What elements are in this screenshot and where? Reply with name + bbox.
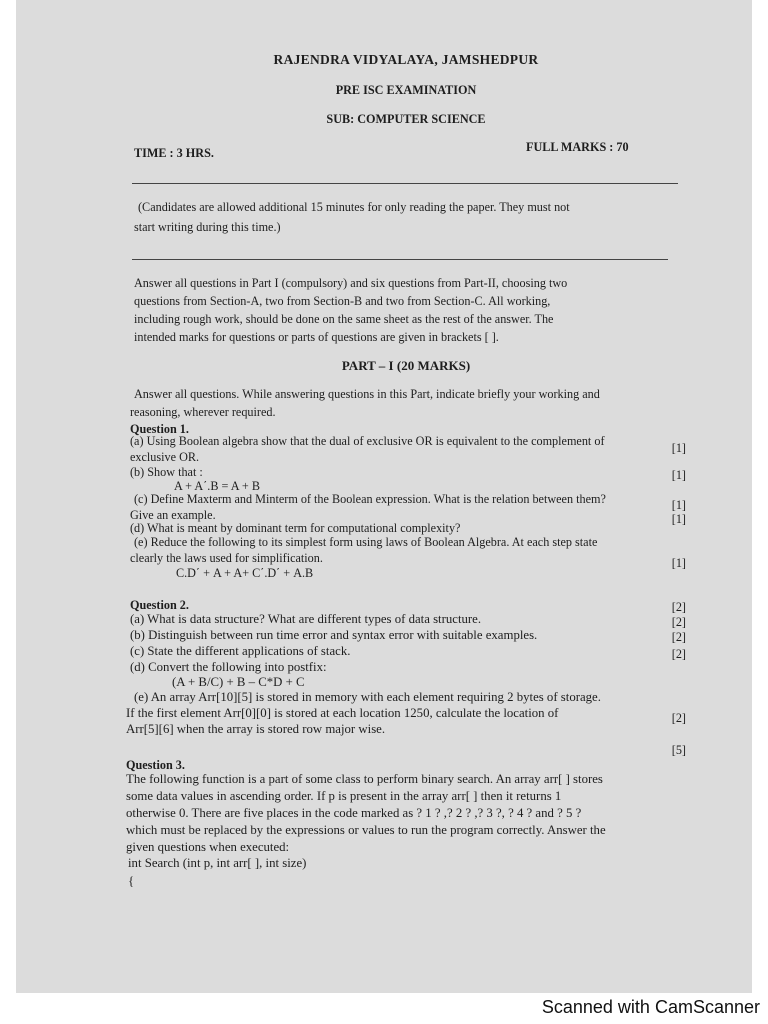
q1c-mark: [1]	[671, 498, 686, 512]
q3-line-4: which must be replaced by the expressions or values to run the program correctly. Answer the	[126, 823, 606, 837]
q2e-line-2: If the first element Arr[0][0] is stored at each location 1250, calculate the location of	[126, 706, 559, 720]
school-name: RAJENDRA VIDYALAYA, JAMSHEDPUR	[273, 52, 539, 67]
q1a-line-2: exclusive OR.	[130, 450, 200, 464]
q2e-line-1: (e) An array Arr[10][5] is stored in memory with each element requiring 2 bytes of storage.	[134, 690, 601, 704]
camscanner-watermark: Scanned with CamScanner	[541, 997, 760, 1017]
q1e-expression: C.D΄ + A + A+ C΄.D΄ + A.B	[176, 566, 314, 580]
instructions-line-3: including rough work, should be done on the same sheet as the rest of the answer. The	[134, 312, 554, 326]
q3-code-line-1: int Search (int p, int arr[ ], int size)	[128, 856, 307, 870]
q1c-line-1: (c) Define Maxterm and Minterm of the Boolean expression. What is the relation between them?	[134, 492, 606, 506]
q1b-expression: A + A΄.B = A + B	[174, 479, 260, 493]
q1b-mark: [1]	[671, 468, 686, 482]
q2b-line: (b) Distinguish between run time error and syntax error with suitable examples.	[130, 628, 538, 642]
q2e-line-3: Arr[5][6] when the array is stored row major wise.	[126, 722, 386, 736]
q2c-line: (c) State the different applications of stack.	[130, 644, 351, 658]
q2c-mark: [2]	[671, 630, 686, 644]
question-1-title: Question 1.	[130, 422, 189, 436]
q2e-mark: [2]	[671, 711, 686, 725]
notice-line-2: start writing during this time.)	[134, 220, 281, 234]
exam-paper-sheet	[16, 0, 752, 993]
part-1-title: PART – I (20 MARKS)	[341, 358, 471, 373]
q3-mark: [5]	[671, 743, 686, 757]
q2d-expression: (A + B/C) + B – C*D + C	[172, 675, 305, 689]
divider-top	[132, 183, 678, 184]
q1e-mark: [1]	[671, 556, 686, 570]
q2a-line: (a) What is data structure? What are different types of data structure.	[130, 612, 482, 626]
full-marks: FULL MARKS : 70	[526, 140, 629, 154]
subject-title: SUB: COMPUTER SCIENCE	[326, 112, 486, 126]
q3-code-line-2: {	[128, 874, 135, 888]
instructions-line-2: questions from Section-A, two from Section-B and two from Section-C. All working,	[134, 294, 551, 308]
q2d-mark: [2]	[671, 647, 686, 661]
instructions-line-1: Answer all questions in Part I (compulsory) and six questions from Part-II, choosing two	[134, 276, 568, 290]
q1c-line-2: Give an example.	[130, 508, 216, 522]
q3-line-3: otherwise 0. There are five places in the code marked as ? 1 ? ,? 2 ? ,? 3 ?, ? 4 ? and ? 5 ?	[126, 806, 582, 820]
notice-line-1: (Candidates are allowed additional 15 minutes for only reading the paper. They must not	[138, 200, 570, 214]
question-2-title: Question 2.	[130, 598, 189, 612]
part-1-intro-1: Answer all questions. While answering questions in this Part, indicate briefly your working and	[134, 387, 600, 401]
time-allowed: TIME : 3 HRS.	[134, 146, 214, 160]
part-1-intro-2: reasoning, wherever required.	[130, 405, 276, 419]
q1e-line-2: clearly the laws used for simplification.	[130, 551, 323, 565]
q2a-mark: [2]	[671, 600, 686, 614]
q2d-line: (d) Convert the following into postfix:	[130, 660, 327, 674]
q1b-line-1: (b) Show that :	[130, 465, 203, 479]
q1a-line-1: (a) Using Boolean algebra show that the dual of exclusive OR is equivalent to the complement of	[130, 434, 605, 448]
q3-line-5: given questions when executed:	[126, 840, 290, 854]
q3-line-1: The following function is a part of some class to perform binary search. An array arr[ ] stores	[126, 772, 603, 786]
q1e-line-1: (e) Reduce the following to its simplest form using laws of Boolean Algebra. At each step state	[134, 535, 598, 549]
q3-line-2: some data values in ascending order. If p is present in the array arr[ ] then it returns 1	[126, 789, 562, 803]
instructions-line-4: intended marks for questions or parts of questions are given in brackets [ ].	[134, 330, 499, 344]
q1d-line: (d) What is meant by dominant term for computational complexity?	[130, 521, 461, 535]
q1d-mark: [1]	[671, 512, 686, 526]
question-3-title: Question 3.	[126, 758, 185, 772]
divider-bottom	[132, 259, 668, 260]
q1a-mark: [1]	[671, 441, 686, 455]
q2b-mark: [2]	[671, 615, 686, 629]
exam-title: PRE ISC EXAMINATION	[335, 83, 477, 97]
